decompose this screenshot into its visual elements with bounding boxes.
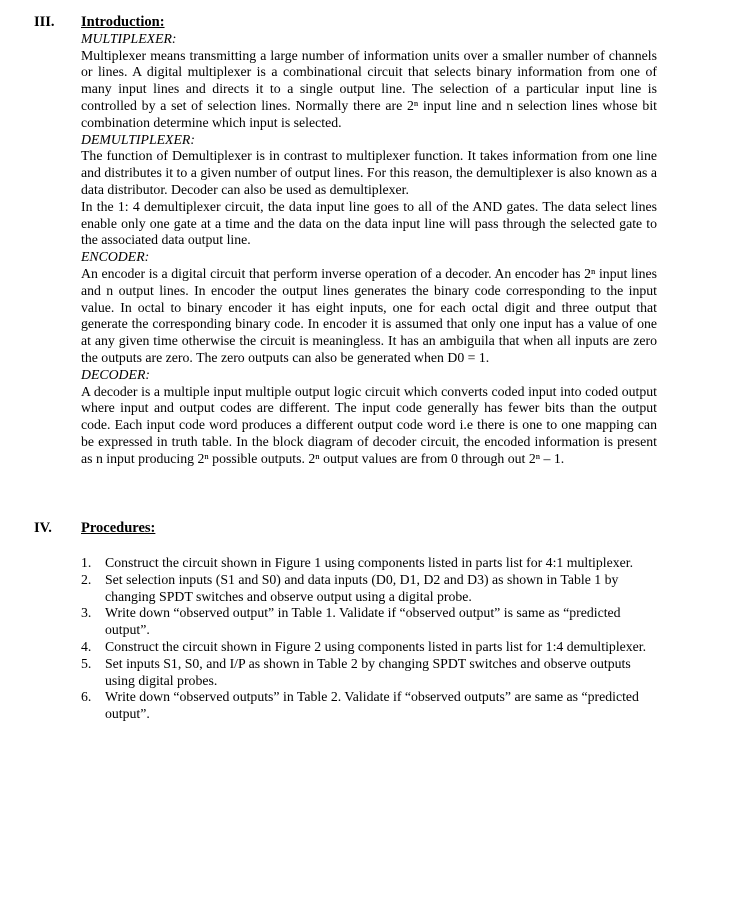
step-text: Write down “observed output” in Table 1. Validate if “observed output” is same as “predicted output”. xyxy=(105,605,621,638)
step-text: Construct the circuit shown in Figure 1 using components listed in parts list for 4:1 multiplexer. xyxy=(105,555,634,570)
section-number-procedures: IV. xyxy=(34,520,52,536)
procedures-title: Procedures: xyxy=(81,520,156,536)
step-text: Set selection inputs (S1 and S0) and data inputs (D0, D1, D2 and D3) as shown in Table 1 by changing SPDT switches and observe output using a digital probe. xyxy=(105,571,619,604)
demux-heading: DEMULTIPLEXER: xyxy=(81,131,195,147)
demux-paragraph-2: In the 1: 4 demultiplexer circuit, the data input line goes to all of the AND gates. The data select lines enable only one gate at a time and the data on the data input line will pass through the selected gate to the associated data output line. xyxy=(81,198,657,248)
demux-paragraph-1: The function of Demultiplexer is in contrast to multiplexer function. It takes information from one line and distributes it to a given number of output lines. For this reason, the demultiplexer is also known as a data distributor. Decoder can also be used as demultiplexer. xyxy=(81,148,657,197)
decoder-paragraph: A decoder is a multiple input multiple output logic circuit which converts coded input into coded output where input and output codes are different. The input code generally has fewer bits than the output code. Each input code word produces a different output code word i.e there is one to one mapping can be expressed in truth table. In the block diagram of decoder circuit, the encoded information is present as n input producing 2ⁿ possible outputs. 2ⁿ output values are from 0 through out 2ⁿ – 1. xyxy=(81,383,657,466)
step-number: 2. xyxy=(81,571,92,587)
procedures-header xyxy=(81,520,657,537)
procedure-step xyxy=(81,656,661,690)
procedures-list xyxy=(81,555,661,723)
step-number: 5. xyxy=(81,655,92,671)
section-number-intro: III. xyxy=(34,14,55,30)
intro-section xyxy=(81,14,657,468)
procedure-step xyxy=(81,605,661,639)
step-number: 3. xyxy=(81,605,92,621)
procedure-step xyxy=(81,689,661,723)
step-number: 6. xyxy=(81,689,92,705)
step-text: Construct the circuit shown in Figure 2 using components listed in parts list for 1:4 demultiplexer. xyxy=(105,638,647,654)
step-number: 1. xyxy=(81,555,92,570)
step-number: 4. xyxy=(81,638,92,654)
mux-heading: MULTIPLEXER: xyxy=(81,30,177,46)
procedure-step xyxy=(81,555,661,572)
step-text: Write down “observed outputs” in Table 2. Validate if “observed outputs” are same as “predicted output”. xyxy=(105,689,639,722)
intro-title: Introduction: xyxy=(81,14,165,30)
procedure-step xyxy=(81,572,661,606)
encoder-heading: ENCODER: xyxy=(81,249,150,265)
procedure-step xyxy=(81,639,661,656)
encoder-paragraph: An encoder is a digital circuit that perform inverse operation of a decoder. An encoder has 2ⁿ input lines and n output lines. In encoder the output lines generates the binary code corresponding to the input value. In octal to binary encoder it has eight inputs, one for each octal digit and three output that generate the corresponding binary code. In encoder it is assumed that only one input has a value of one at any given time otherwise the circuit is meaningless. It has an ambiguila that when all inputs are zero the outputs are zero. The zero outputs can also be generated when D0 = 1. xyxy=(81,265,657,365)
step-text: Set inputs S1, S0, and I/P as shown in Table 2 by changing SPDT switches and observe outputs using digital probes. xyxy=(105,655,631,688)
mux-paragraph: Multiplexer means transmitting a large number of information units over a smaller number of channels or lines. A digital multiplexer is a combinational circuit that selects binary information from one of many input lines and directs it to a single output line. The selection of a particular input line is controlled by a set of selection lines. Normally there are 2ⁿ input line and n selection lines whose bit combination determine which input is selected. xyxy=(81,47,657,130)
decoder-heading: DECODER: xyxy=(81,366,150,382)
